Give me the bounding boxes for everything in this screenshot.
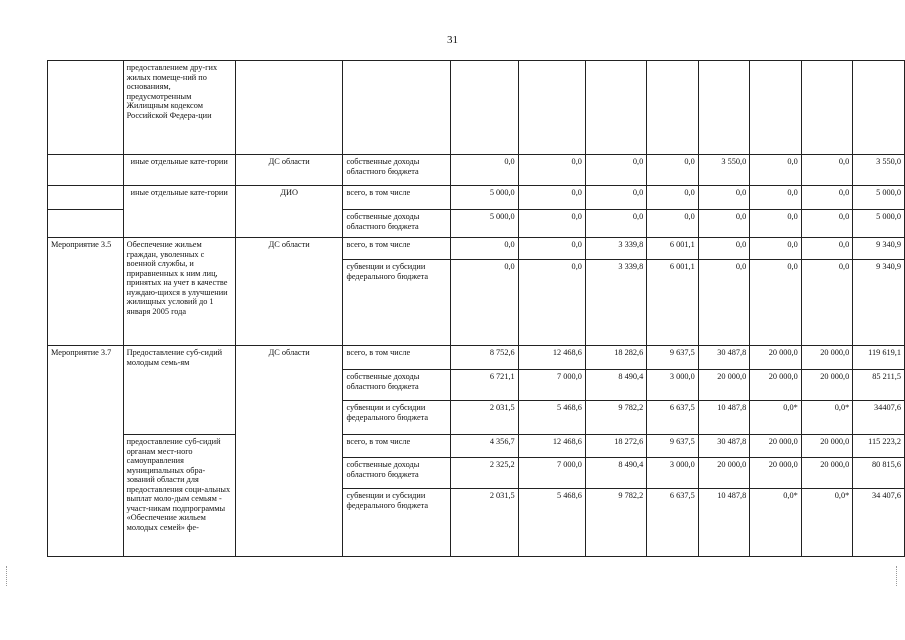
value-cell: 5 000,0 xyxy=(451,186,518,210)
value-cell xyxy=(801,61,853,155)
value-cell: 0,0 xyxy=(585,210,646,238)
value-cell xyxy=(518,61,585,155)
value-cell: 2 031,5 xyxy=(451,489,518,557)
budget-table xyxy=(47,60,905,557)
value-cell: 9 637,5 xyxy=(647,346,699,370)
funding-source-cell xyxy=(343,61,451,155)
value-cell: 6 001,1 xyxy=(647,238,699,260)
value-cell: 0,0 xyxy=(750,155,802,186)
value-cell: 0,0 xyxy=(750,186,802,210)
value-cell: 2 325,2 xyxy=(451,458,518,489)
executor-cell: ДС области xyxy=(235,155,343,186)
funding-source-cell: собственные доходы областного бюджета xyxy=(343,155,451,186)
value-cell: 0,0* xyxy=(801,489,853,557)
value-cell: 6 637,5 xyxy=(647,401,699,435)
description-cell: предоставление суб-сидий органам мест-ного самоуправления муниципальных обра-зований области для предоставления соци-альных выплат моло-дым семьям - участ-никам подпрограммы «Обеспечение жильем молодых семей» фе- xyxy=(123,435,235,557)
value-cell: 20 000,0 xyxy=(801,370,853,401)
value-cell: 9 637,5 xyxy=(647,435,699,458)
measure-cell xyxy=(48,210,124,238)
value-cell: 20 000,0 xyxy=(750,346,802,370)
value-cell: 0,0 xyxy=(698,186,750,210)
value-cell: 20 000,0 xyxy=(750,435,802,458)
funding-source-cell: собственные доходы областного бюджета xyxy=(343,210,451,238)
value-cell: 3 550,0 xyxy=(698,155,750,186)
value-cell: 0,0 xyxy=(750,238,802,260)
total-cell: 5 000,0 xyxy=(853,186,905,210)
executor-cell: ДС области xyxy=(235,346,343,557)
value-cell: 20 000,0 xyxy=(801,435,853,458)
funding-source-cell: собственные доходы областного бюджета xyxy=(343,458,451,489)
value-cell: 0,0 xyxy=(647,155,699,186)
value-cell: 8 490,4 xyxy=(585,370,646,401)
funding-source-cell: субвенции и субсидии федерального бюджета xyxy=(343,489,451,557)
value-cell: 5 468,6 xyxy=(518,401,585,435)
funding-source-cell: всего, в том числе xyxy=(343,238,451,260)
value-cell: 0,0 xyxy=(451,238,518,260)
value-cell: 0,0 xyxy=(518,186,585,210)
measure-cell xyxy=(48,186,124,210)
value-cell: 9 782,2 xyxy=(585,489,646,557)
executor-cell: ДС области xyxy=(235,238,343,346)
value-cell xyxy=(451,61,518,155)
value-cell: 8 490,4 xyxy=(585,458,646,489)
value-cell: 0,0 xyxy=(801,210,853,238)
measure-cell xyxy=(48,61,124,155)
value-cell: 7 000,0 xyxy=(518,458,585,489)
executor-cell: ДИО xyxy=(235,186,343,238)
value-cell: 3 339,8 xyxy=(585,238,646,260)
value-cell: 20 000,0 xyxy=(801,346,853,370)
value-cell: 20 000,0 xyxy=(801,458,853,489)
table-row xyxy=(48,238,905,260)
value-cell: 12 468,6 xyxy=(518,435,585,458)
value-cell: 0,0 xyxy=(698,210,750,238)
measure-cell: Мероприятие 3.5 xyxy=(48,238,124,346)
value-cell: 2 031,5 xyxy=(451,401,518,435)
table-row xyxy=(48,186,905,210)
measure-cell: Мероприятие 3.7 xyxy=(48,346,124,557)
value-cell: 20 000,0 xyxy=(750,370,802,401)
description-cell: Предоставление суб-сидий молодым семь-ям xyxy=(123,346,235,435)
funding-source-cell: всего, в том числе xyxy=(343,346,451,370)
table-row xyxy=(48,346,905,370)
value-cell: 0,0 xyxy=(647,210,699,238)
value-cell xyxy=(750,61,802,155)
value-cell: 0,0 xyxy=(518,238,585,260)
value-cell: 7 000,0 xyxy=(518,370,585,401)
total-cell: 115 223,2 xyxy=(853,435,905,458)
total-cell xyxy=(853,61,905,155)
description-cell: иные отдельные кате-гории xyxy=(123,155,235,186)
value-cell: 0,0 xyxy=(750,260,802,346)
value-cell: 0,0 xyxy=(801,260,853,346)
scan-edge-mark xyxy=(896,566,899,586)
value-cell: 5 000,0 xyxy=(451,210,518,238)
table-row xyxy=(48,155,905,186)
value-cell: 6 637,5 xyxy=(647,489,699,557)
funding-source-cell: субвенции и субсидии федерального бюджета xyxy=(343,260,451,346)
value-cell: 0,0 xyxy=(750,210,802,238)
table-row xyxy=(48,435,905,458)
value-cell: 4 356,7 xyxy=(451,435,518,458)
value-cell xyxy=(585,61,646,155)
value-cell: 10 487,8 xyxy=(698,401,750,435)
total-cell: 80 815,6 xyxy=(853,458,905,489)
measure-cell xyxy=(48,155,124,186)
value-cell: 0,0 xyxy=(451,260,518,346)
value-cell: 0,0 xyxy=(647,186,699,210)
value-cell: 0,0 xyxy=(698,238,750,260)
value-cell: 18 282,6 xyxy=(585,346,646,370)
total-cell: 9 340,9 xyxy=(853,260,905,346)
value-cell: 0,0* xyxy=(801,401,853,435)
value-cell: 0,0 xyxy=(801,238,853,260)
description-cell: предоставлением дру-гих жилых помеще-ний по основаниям, предусмотренным Жилищным кодексом Российской Федера-ции xyxy=(123,61,235,155)
description-cell: иные отдельные кате-гории xyxy=(123,186,235,238)
total-cell: 5 000,0 xyxy=(853,210,905,238)
value-cell: 9 782,2 xyxy=(585,401,646,435)
scan-edge-mark xyxy=(6,566,9,586)
value-cell xyxy=(698,61,750,155)
value-cell: 6 001,1 xyxy=(647,260,699,346)
page-number: 31 xyxy=(447,34,458,46)
funding-source-cell: субвенции и субсидии федерального бюджета xyxy=(343,401,451,435)
total-cell: 34407,6 xyxy=(853,401,905,435)
value-cell: 0,0 xyxy=(585,155,646,186)
value-cell: 30 487,8 xyxy=(698,435,750,458)
value-cell: 0,0* xyxy=(750,489,802,557)
value-cell: 10 487,8 xyxy=(698,489,750,557)
funding-source-cell: всего, в том числе xyxy=(343,186,451,210)
total-cell: 3 550,0 xyxy=(853,155,905,186)
value-cell: 12 468,6 xyxy=(518,346,585,370)
value-cell: 0,0* xyxy=(750,401,802,435)
executor-cell xyxy=(235,61,343,155)
value-cell: 3 339,8 xyxy=(585,260,646,346)
value-cell: 5 468,6 xyxy=(518,489,585,557)
value-cell: 0,0 xyxy=(518,210,585,238)
value-cell: 20 000,0 xyxy=(698,458,750,489)
value-cell: 20 000,0 xyxy=(698,370,750,401)
funding-source-cell: собственные доходы областного бюджета xyxy=(343,370,451,401)
value-cell: 0,0 xyxy=(518,260,585,346)
value-cell: 0,0 xyxy=(801,186,853,210)
total-cell: 9 340,9 xyxy=(853,238,905,260)
total-cell: 119 619,1 xyxy=(853,346,905,370)
total-cell: 85 211,5 xyxy=(853,370,905,401)
value-cell: 0,0 xyxy=(801,155,853,186)
value-cell: 6 721,1 xyxy=(451,370,518,401)
value-cell: 0,0 xyxy=(698,260,750,346)
value-cell xyxy=(647,61,699,155)
value-cell: 0,0 xyxy=(585,186,646,210)
table-row xyxy=(48,61,905,155)
value-cell: 0,0 xyxy=(451,155,518,186)
value-cell: 0,0 xyxy=(518,155,585,186)
description-cell: Обеспечение жильем граждан, уволенных с военной службы, и приравненных к ним лиц, принятых на учет в качестве нуждаю-щихся в улучшении жилищных условий до 1 января 2005 года xyxy=(123,238,235,346)
value-cell: 20 000,0 xyxy=(750,458,802,489)
value-cell: 3 000,0 xyxy=(647,370,699,401)
value-cell: 30 487,8 xyxy=(698,346,750,370)
funding-source-cell: всего, в том числе xyxy=(343,435,451,458)
value-cell: 3 000,0 xyxy=(647,458,699,489)
total-cell: 34 407,6 xyxy=(853,489,905,557)
value-cell: 8 752,6 xyxy=(451,346,518,370)
value-cell: 18 272,6 xyxy=(585,435,646,458)
